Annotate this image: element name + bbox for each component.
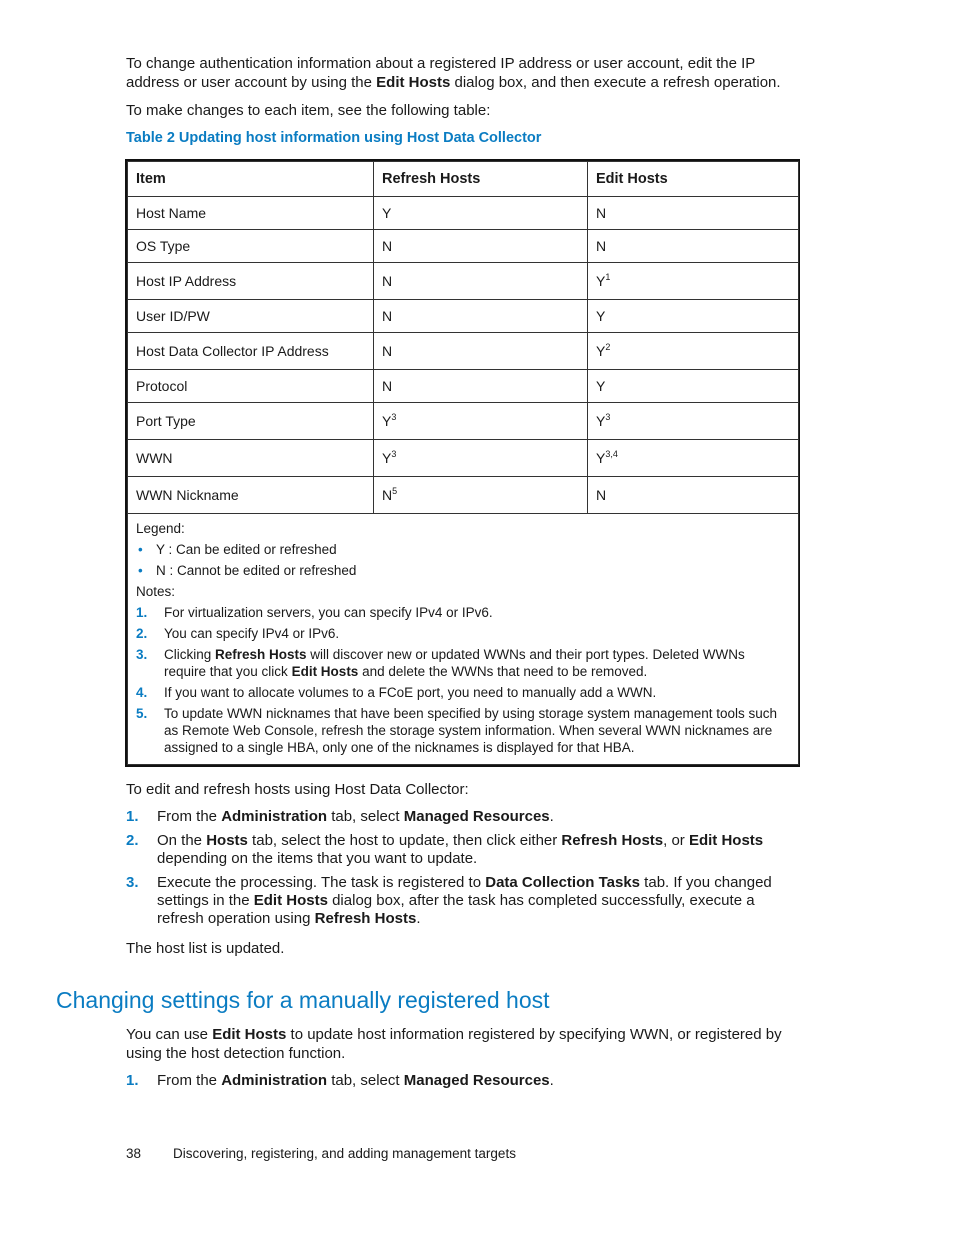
row-refresh: N xyxy=(374,263,588,300)
row-item: WWN xyxy=(128,440,374,477)
legend-item: • N : Cannot be edited or refreshed xyxy=(138,563,357,578)
table-intro: To make changes to each item, see the following table: xyxy=(126,102,491,119)
row-refresh: N xyxy=(374,370,588,403)
row-item: Protocol xyxy=(128,370,374,403)
row-refresh: N xyxy=(374,333,588,370)
row-item: Host IP Address xyxy=(128,263,374,300)
row-edit: N xyxy=(588,477,799,514)
header-item: Item xyxy=(128,162,374,197)
table-row xyxy=(128,477,799,514)
bullet-icon: • xyxy=(138,542,143,557)
row-item: OS Type xyxy=(128,230,374,263)
row-edit: Y xyxy=(588,300,799,333)
row-edit: N xyxy=(588,230,799,263)
table-header-row xyxy=(128,162,799,197)
row-edit: Y$^{3,4}$ xyxy=(588,440,799,477)
table-caption: Table 2 Updating host information using Host Data Collector xyxy=(126,130,542,146)
row-refresh: $Y^3$ xyxy=(374,403,588,440)
row-item: WWN Nickname xyxy=(128,477,374,514)
row-edit: $Y^3$ xyxy=(588,403,799,440)
table-notes-row xyxy=(128,514,799,765)
legend-label: Legend: xyxy=(136,521,185,536)
notes-cell xyxy=(128,514,799,765)
table-row xyxy=(128,370,799,403)
header-refresh-hosts: Refresh Hosts xyxy=(374,162,588,197)
row-refresh: $N^5$ xyxy=(374,477,588,514)
procedure-intro: To edit and refresh hosts using Host Data Collector: xyxy=(126,781,469,798)
bullet-icon: • xyxy=(138,563,143,578)
notes-label: Notes: xyxy=(136,584,176,599)
row-item: Host Data Collector IP Address xyxy=(128,333,374,370)
section-paragraph: You can use Edit Hosts to update host information registered by specifying WWN, or registered by using the host detection function. xyxy=(126,1026,782,1062)
row-edit: $Y^1$ xyxy=(588,263,799,300)
footer-title: Discovering, registering, and adding management targets xyxy=(173,1146,516,1161)
section-heading: Changing settings for a manually registered host xyxy=(56,987,550,1013)
page-number: 38 xyxy=(126,1146,142,1161)
note-item: 4. If you want to allocate volumes to a FCoE port, you need to manually add a WWN. xyxy=(136,685,657,700)
row-refresh: N xyxy=(374,230,588,263)
table-row xyxy=(128,300,799,333)
row-edit: Y xyxy=(588,370,799,403)
host-info-table xyxy=(125,159,800,767)
row-edit: N xyxy=(588,197,799,230)
row-refresh: N xyxy=(374,300,588,333)
procedure-result: The host list is updated. xyxy=(126,940,285,957)
intro-text: To change authentication information about a registered IP address or user account, edit the IP address or user account by using the xyxy=(126,55,756,91)
table-row xyxy=(128,403,799,440)
procedure-step-3: 3. Execute the processing. The task is registered to Data Collection Tasks tab. If you changed settings in the Edit Hosts dialog box, after the task has completed successfully, execute a refresh operation using Refresh Hosts. xyxy=(126,874,772,927)
table-row xyxy=(128,230,799,263)
table-row xyxy=(128,333,799,370)
row-edit: $Y^2$ xyxy=(588,333,799,370)
procedure-step-2: 2. On the Hosts tab, select the host to update, then click either Refresh Hosts, or Edit Hosts depending on the items that you want to update. xyxy=(126,832,764,867)
intro-paragraph xyxy=(126,54,806,92)
row-item: User ID/PW xyxy=(128,300,374,333)
note-item: 5. To update WWN nicknames that have been specified by using storage system management tools such as Remote Web Console, refresh the storage system information. When several WWN nicknames are assigned to a single HBA, only one of the nicknames is displayed for that HBA. xyxy=(136,706,778,755)
note-item: 1. For virtualization servers, you can specify IPv4 or IPv6. xyxy=(136,605,493,620)
row-item: Host Name xyxy=(128,197,374,230)
header-edit-hosts: Edit Hosts xyxy=(588,162,799,197)
note-item: 2. You can specify IPv4 or IPv6. xyxy=(136,626,340,641)
row-item: Port Type xyxy=(128,403,374,440)
table-row xyxy=(128,440,799,477)
section-step-1: 1. From the Administration tab, select Managed Resources. xyxy=(126,1072,554,1089)
intro-text: dialog box, and then execute a refresh operation. xyxy=(450,74,781,91)
procedure-step-1: 1. From the Administration tab, select Managed Resources. xyxy=(126,808,554,825)
table-row xyxy=(128,263,799,300)
table-row xyxy=(128,197,799,230)
edit-hosts-term: Edit Hosts xyxy=(376,74,451,91)
row-refresh: $Y^3$ xyxy=(374,440,588,477)
note-item: 3. Clicking Refresh Hosts will discover new or updated WWNs and their port types. Deleted WWNs require that you click Edit Hosts and delete the WWNs that need to be removed. xyxy=(136,647,745,679)
legend-item: • Y : Can be edited or refreshed xyxy=(138,542,337,557)
row-refresh: Y xyxy=(374,197,588,230)
